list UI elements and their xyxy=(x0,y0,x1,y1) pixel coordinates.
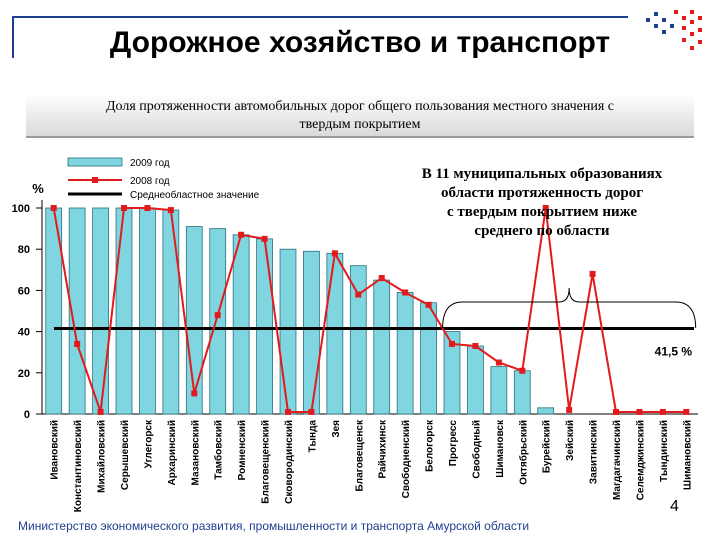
point-2008 xyxy=(168,207,174,213)
x-tick-label: Бурейский xyxy=(541,420,553,474)
x-tick-label: Зея xyxy=(330,420,342,438)
bar-2009 xyxy=(233,235,249,414)
point-2008 xyxy=(402,289,408,295)
x-tick-label: Тында xyxy=(307,420,319,453)
x-tick-label: Архаринский xyxy=(166,420,178,486)
point-2008 xyxy=(613,409,619,415)
y-axis-label: % xyxy=(32,181,44,196)
page-number: 4 xyxy=(670,498,679,515)
x-tick-label: Серышевский xyxy=(120,420,131,491)
x-tick-label: Благовещенск xyxy=(354,420,366,492)
point-2008 xyxy=(98,409,104,415)
point-2008 xyxy=(74,341,80,347)
legend-label-2008: 2008 год xyxy=(130,176,170,187)
point-2008 xyxy=(191,390,197,396)
point-2008 xyxy=(215,312,221,318)
below-average-bracket xyxy=(443,288,696,328)
annotation-line-4: среднего по области xyxy=(474,223,610,239)
annotation-line-1: В 11 муниципальных образованиях xyxy=(421,166,663,182)
x-tick-label: Ивановский xyxy=(49,420,61,480)
x-tick-label: Райчихинск xyxy=(377,420,389,479)
x-tick-label: Мазановский xyxy=(190,420,202,486)
x-tick-label: Селемджинский xyxy=(635,420,647,501)
bar-2009 xyxy=(210,229,226,414)
bar-2009 xyxy=(467,346,483,414)
chart-subtitle-line-1: Доля протяженности автомобильных дорог общего пользования местного значения с xyxy=(106,99,614,114)
bar-2009 xyxy=(163,210,179,414)
x-tick-label: Ромненский xyxy=(237,420,249,481)
annotation-line-3: с твердым покрытием ниже xyxy=(446,204,638,220)
point-2008 xyxy=(496,360,502,366)
point-2008 xyxy=(285,409,291,415)
y-tick-label: 0 xyxy=(23,409,30,421)
x-tick-label: Углегорск xyxy=(143,420,155,469)
bar-2009 xyxy=(303,251,319,414)
x-tick-label: Свободный xyxy=(471,420,483,479)
point-2008 xyxy=(590,271,596,277)
page-title: Дорожное хозяйство и транспорт xyxy=(109,26,611,59)
point-2008 xyxy=(426,302,432,308)
chart-subtitle-line-2: твердым покрытием xyxy=(299,117,421,132)
y-tick-label: 60 xyxy=(17,285,30,298)
bar-2009 xyxy=(491,367,507,414)
x-tick-label: Шимановский xyxy=(682,420,694,490)
x-tick-label: Сковородинский xyxy=(284,420,295,504)
chart-annotation xyxy=(392,165,692,241)
point-2008 xyxy=(566,407,572,413)
x-tick-label: Завитинский xyxy=(588,420,600,485)
average-value-label: 41,5 % xyxy=(654,344,692,359)
chart-subtitle-banner xyxy=(26,94,694,138)
legend-label-2009: 2009 год xyxy=(130,158,170,169)
x-tick-label: Магдагачинский xyxy=(612,420,623,501)
bar-2009 xyxy=(350,266,366,414)
point-2008 xyxy=(660,409,666,415)
x-tick-label: Тындинский xyxy=(658,420,670,482)
point-2008 xyxy=(262,236,268,242)
annotation-line-2: области протяженность дорог xyxy=(440,185,644,201)
point-2008 xyxy=(121,205,127,211)
point-2008 xyxy=(332,250,338,256)
bar-2009 xyxy=(280,249,296,414)
bar-2009 xyxy=(116,208,132,414)
y-tick-label: 20 xyxy=(17,367,30,380)
header-frame-line xyxy=(12,16,628,18)
point-2008 xyxy=(238,232,244,238)
point-2008 xyxy=(449,341,455,347)
bar-2009 xyxy=(538,408,554,414)
point-2008 xyxy=(308,409,314,415)
point-2008 xyxy=(683,409,689,415)
point-2008 xyxy=(355,292,361,298)
bar-2009 xyxy=(257,239,273,414)
x-tick-label: Тамбовский xyxy=(213,420,225,480)
x-tick-label: Благовещенский xyxy=(260,420,272,504)
x-tick-label: Зейский xyxy=(565,420,577,461)
point-2008 xyxy=(144,205,150,211)
point-2008 xyxy=(472,343,478,349)
point-2008 xyxy=(636,409,642,415)
bar-2009 xyxy=(327,253,343,414)
x-tick-label: Белогорск xyxy=(424,420,436,472)
bar-2009 xyxy=(421,303,437,414)
legend-swatch-marker xyxy=(92,177,98,183)
bar-2009 xyxy=(514,371,530,414)
x-tick-label: Прогресс xyxy=(448,420,459,467)
point-2008 xyxy=(51,205,57,211)
legend-label-average: Среднеобластное значение xyxy=(130,190,260,201)
footer-ministry: Министерство экономического развития, промышленности и транспорта Амурской области xyxy=(18,519,530,533)
bar-2009 xyxy=(397,292,413,414)
x-tick-label: Константиновский xyxy=(73,420,85,513)
bar-2009 xyxy=(93,208,109,414)
y-tick-label: 100 xyxy=(11,203,30,215)
bar-2009 xyxy=(374,280,390,414)
x-tick-label: Шимановск xyxy=(494,420,506,478)
point-2008 xyxy=(379,275,385,281)
y-tick-label: 80 xyxy=(17,244,30,257)
legend-swatch-bar xyxy=(68,158,122,166)
x-tick-label: Свободненский xyxy=(401,420,413,499)
bar-2009 xyxy=(139,208,155,414)
point-2008 xyxy=(519,368,525,374)
x-tick-label: Михайловский xyxy=(96,420,108,493)
y-tick-label: 40 xyxy=(17,326,30,339)
x-tick-label: Октябрьский xyxy=(518,420,530,485)
